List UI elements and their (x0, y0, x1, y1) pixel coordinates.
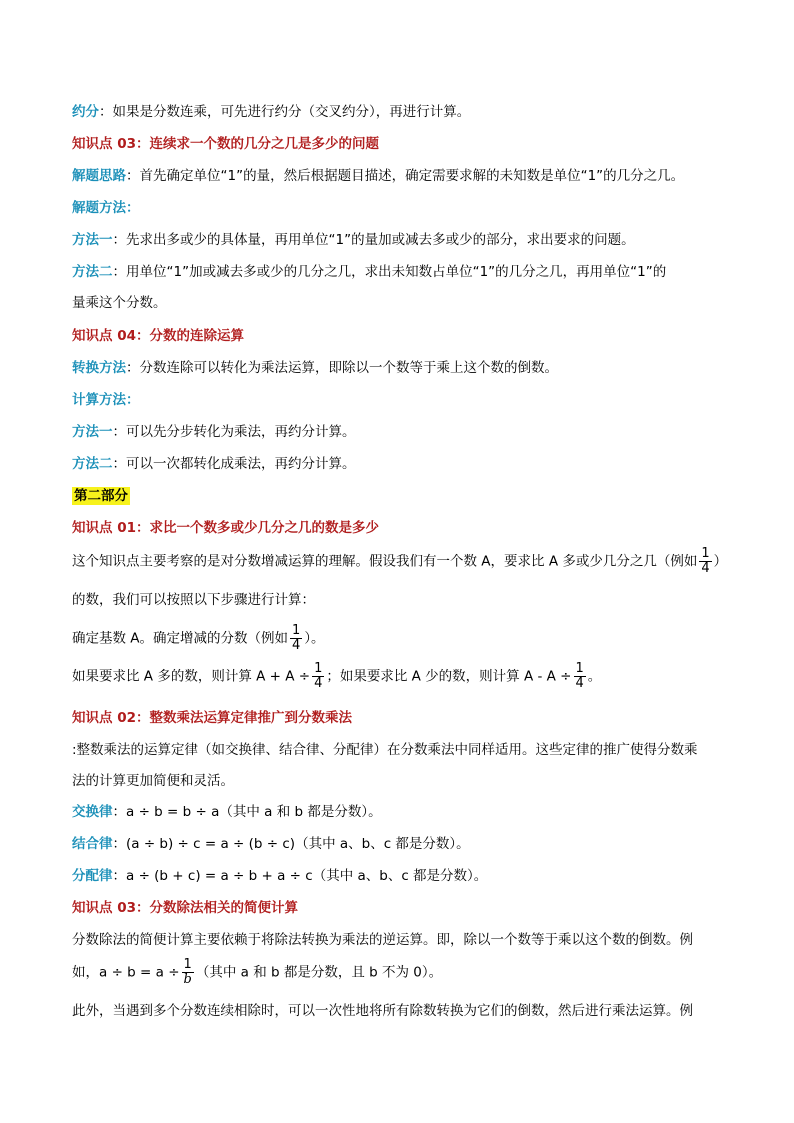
para-kp02-1: :整数乘法的运算定律（如交换律、结合律、分配律）在分数乘法中同样适用。这些定律的推广使得分数乘 (72, 742, 698, 758)
para-kp01-1-cont: 的数，我们可以按照以下步骤进行计算： (72, 592, 315, 608)
line-fenpeilv: 分配律：a ÷ (b + c) = a ÷ b + a ÷ c（其中 a、b、c 都是分数）。 (72, 868, 488, 884)
para-kp03-1: 分数除法的简便计算主要依赖于将除法转换为乘法的逆运算。即，除以一个数等于乘以这个数的倒数。例 (72, 932, 693, 948)
line-method-1: 方法一：先求出多或少的具体量，再用单位“1”的量加或减去多或少的部分，求出要求的问题。 (72, 232, 635, 248)
line-jiaohuanlv: 交换律：a ÷ b = b ÷ a（其中 a 和 b 都是分数）。 (72, 804, 382, 820)
para-kp01-2: 确定基数 A。确定增减的分数（例如 $\frac{1}{4}$ ）。 (72, 623, 325, 653)
fraction-one-quarter: $\frac{1}{4}$ (701, 546, 710, 576)
line-method-2: 方法二：用单位“1”加或减去多或少的几分之几，求出未知数占单位“1”的几分之几，再用单位“1”的 (72, 264, 667, 280)
part2-highlight: 第二部分 (74, 488, 128, 504)
line-calc-method-2: 方法二：可以一次都转化成乘法，再约分计算。 (72, 456, 356, 472)
fraction-one-quarter: $\frac{1}{4}$ (292, 623, 301, 653)
heading-kp01: 知识点 01：求比一个数多或少几分之几的数是多少 (72, 520, 379, 536)
line-zhuanhuan: 转换方法：分数连除可以转化为乘法运算，即除以一个数等于乘上这个数的倒数。 (72, 360, 558, 376)
label-jieti-fangfa: 解题方法： (72, 200, 140, 216)
heading-kp04: 知识点 04：分数的连除运算 (72, 328, 244, 344)
line-jiehelv: 结合律：(a ÷ b) ÷ c = a ÷ (b ÷ c)（其中 a、b、c 都是分数）。 (72, 836, 470, 852)
line-jieti-silu: 解题思路：首先确定单位“1”的量，然后根据题目描述，确定需要求解的未知数是单位“1”的几分之几。 (72, 168, 685, 184)
heading-kp03-part2: 知识点 03：分数除法相关的简便计算 (72, 900, 298, 916)
line-yuefen: 约分：如果是分数连乘，可先进行约分（交叉约分），再进行计算。 (72, 104, 471, 120)
line-method-2-cont: 量乘这个分数。 (72, 295, 167, 311)
section-part2 (72, 486, 732, 506)
line-calc-method-1: 方法一：可以先分步转化为乘法，再约分计算。 (72, 424, 356, 440)
fraction-one-quarter: $\frac{1}{4}$ (314, 661, 323, 691)
para-kp02-1-cont: 法的计算更加简便和灵活。 (72, 773, 234, 789)
label-jisuan-fangfa: 计算方法： (72, 392, 140, 408)
para-kp01-3: 如果要求比 A 多的数，则计算 A + A ÷ $\frac{1}{4}$ ；如果要求比 A 少的数，则计算 A - A ÷ $\frac{1}{4}$ 。 (72, 661, 602, 691)
fraction-one-over-b: $\frac{1}{b}$ (183, 957, 192, 987)
para-kp03-2: 如，a ÷ b = a ÷ $\frac{1}{b}$ （其中 a 和 b 都是分数，且 b 不为 0）。 (72, 957, 443, 987)
para-kp03-3: 此外，当遇到多个分数连续相除时，可以一次性地将所有除数转换为它们的倒数，然后进行乘法运算。例 (72, 1003, 693, 1019)
fraction-one-quarter: $\frac{1}{4}$ (575, 661, 584, 691)
heading-kp02: 知识点 02：整数乘法运算定律推广到分数乘法 (72, 710, 352, 726)
keyword-yuefen: 约分 (72, 104, 99, 120)
heading-kp03-part1: 知识点 03：连续求一个数的几分之几是多少的问题 (72, 136, 379, 152)
para-kp01-1: 这个知识点主要考察的是对分数增减运算的理解。假设我们有一个数 A，要求比 A 多或少几分之几（例如 $\frac{1}{4}$ ） (72, 546, 728, 576)
